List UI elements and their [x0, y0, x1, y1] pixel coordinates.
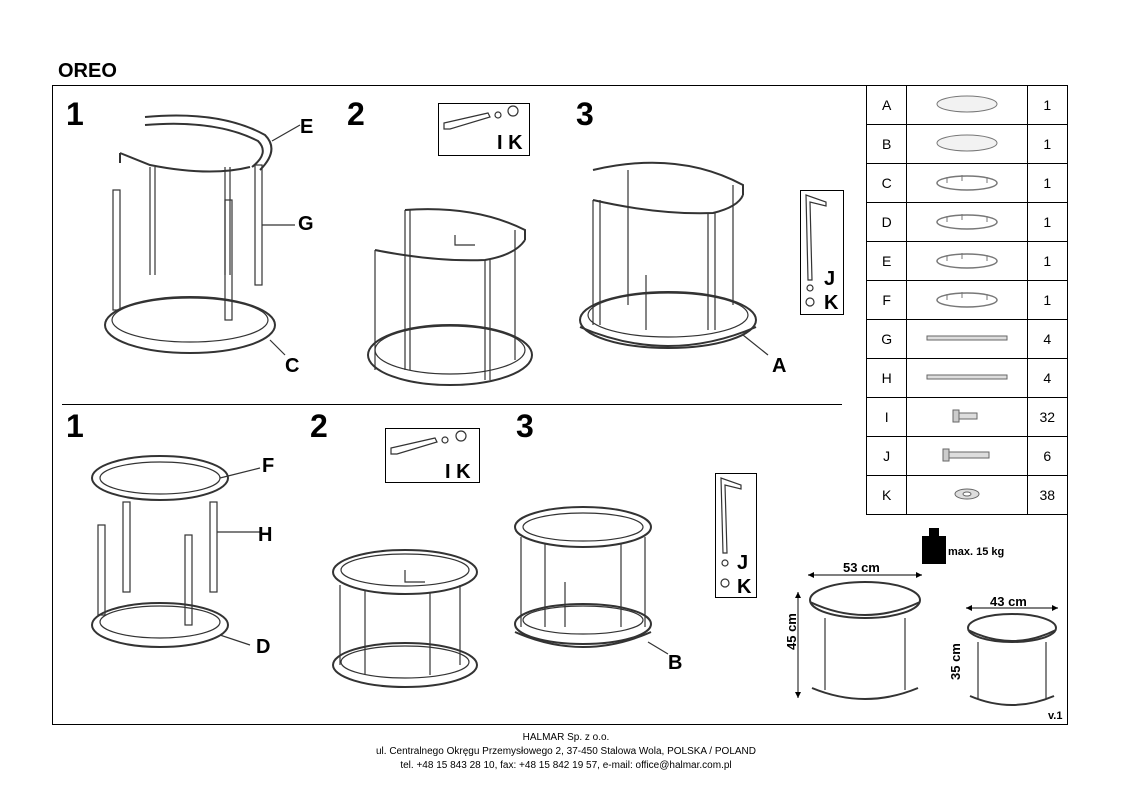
- part-quantity: 1: [1027, 164, 1067, 203]
- step3-top-assembled-frame-icon: [578, 155, 763, 355]
- part-letter: C: [867, 164, 907, 203]
- parts-row: [867, 398, 1068, 437]
- dimension-width-small: 43 cm: [990, 594, 1027, 609]
- step-number: 2: [347, 96, 365, 132]
- part-quantity: 4: [1027, 359, 1067, 398]
- part-quantity: 1: [1027, 86, 1067, 125]
- part-quantity: 6: [1027, 437, 1067, 476]
- parts-row: [867, 203, 1068, 242]
- ring-frame-icon: [907, 203, 1027, 242]
- part-letter: K: [867, 476, 907, 515]
- allen-key-screw-washer-icon: [387, 430, 477, 460]
- version-label: v.1: [1048, 710, 1063, 722]
- parts-row: [867, 164, 1068, 203]
- footer-contact: tel. +48 15 843 28 10, fax: +48 15 842 19 57, e-mail: office@halmar.com.pl: [400, 760, 732, 771]
- large-table-dimension-drawing-icon: [800, 570, 940, 710]
- part-quantity: 4: [1027, 320, 1067, 359]
- part-letter: I: [867, 398, 907, 437]
- document-title: OREO: [58, 60, 117, 82]
- step1-top-exploded-frame-icon: [100, 105, 300, 365]
- part-letter: A: [867, 86, 907, 125]
- parts-row: [867, 86, 1068, 125]
- tabletop-icon: [907, 125, 1027, 164]
- step1-bottom-exploded-frame-icon: [90, 450, 273, 660]
- step-number: 2: [310, 408, 328, 444]
- footer: [0, 731, 1132, 773]
- step-number: 1: [66, 408, 84, 444]
- part-letter: G: [867, 320, 907, 359]
- part-label-b: B: [668, 652, 683, 674]
- part-label-h: H: [258, 524, 273, 546]
- leg-bar-icon: [907, 359, 1027, 398]
- step-number: 3: [576, 96, 594, 132]
- part-quantity: 38: [1027, 476, 1067, 515]
- step2-top-frame-icon: [365, 200, 535, 395]
- part-letter: E: [867, 242, 907, 281]
- ring-frame-icon: [907, 164, 1027, 203]
- leg-bar-icon: [907, 320, 1027, 359]
- part-label-k: K: [737, 576, 752, 598]
- long-screw-icon: [907, 437, 1027, 476]
- part-letter: D: [867, 203, 907, 242]
- dimension-height-large: 45 cm: [784, 613, 799, 650]
- allen-key-screw-washer-icon: [440, 105, 530, 135]
- step2-bottom-frame-icon: [330, 540, 480, 690]
- screw-icon: [907, 398, 1027, 437]
- part-label-c: C: [285, 355, 300, 377]
- washer-icon: [907, 476, 1027, 515]
- parts-row: [867, 125, 1068, 164]
- part-label-d: D: [256, 636, 271, 658]
- small-table-dimension-drawing-icon: [962, 604, 1062, 714]
- parts-list-table: [866, 85, 1068, 515]
- dimension-width-large: 53 cm: [843, 560, 880, 575]
- parts-row: [867, 476, 1068, 515]
- parts-row: [867, 359, 1068, 398]
- part-quantity: 32: [1027, 398, 1067, 437]
- part-quantity: 1: [1027, 281, 1067, 320]
- tabletop-icon: [907, 86, 1027, 125]
- part-letter: J: [867, 437, 907, 476]
- ring-frame-icon: [907, 281, 1027, 320]
- parts-row: [867, 242, 1068, 281]
- hardware-label: I K: [445, 461, 471, 483]
- part-label-a: A: [772, 355, 787, 377]
- hardware-label: I K: [497, 132, 523, 154]
- ring-frame-icon: [907, 242, 1027, 281]
- part-quantity: 1: [1027, 203, 1067, 242]
- part-label-j: J: [824, 268, 836, 290]
- step3-bottom-assembled-frame-icon: [513, 502, 663, 662]
- part-label-k: K: [824, 292, 839, 314]
- dimension-height-small: 35 cm: [948, 643, 963, 680]
- part-letter: B: [867, 125, 907, 164]
- step-number: 1: [66, 96, 84, 132]
- footer-company: HALMAR Sp. z o.o.: [522, 732, 610, 743]
- parts-row: [867, 437, 1068, 476]
- part-label-e: E: [300, 116, 314, 138]
- step-number: 3: [516, 408, 534, 444]
- part-letter: H: [867, 359, 907, 398]
- max-load-text: max. 15 kg: [948, 546, 1005, 558]
- part-label-g: G: [298, 213, 314, 235]
- section-divider: [62, 404, 842, 405]
- parts-row: [867, 281, 1068, 320]
- footer-address: ul. Centralnego Okręgu Przemysłowego 2, 37-450 Stalowa Wola, POLSKA / POLAND: [375, 746, 756, 757]
- part-quantity: 1: [1027, 125, 1067, 164]
- parts-row: [867, 320, 1068, 359]
- part-label-f: F: [262, 455, 275, 477]
- part-label-j: J: [737, 552, 749, 574]
- weight-icon: [922, 528, 946, 566]
- part-letter: F: [867, 281, 907, 320]
- part-quantity: 1: [1027, 242, 1067, 281]
